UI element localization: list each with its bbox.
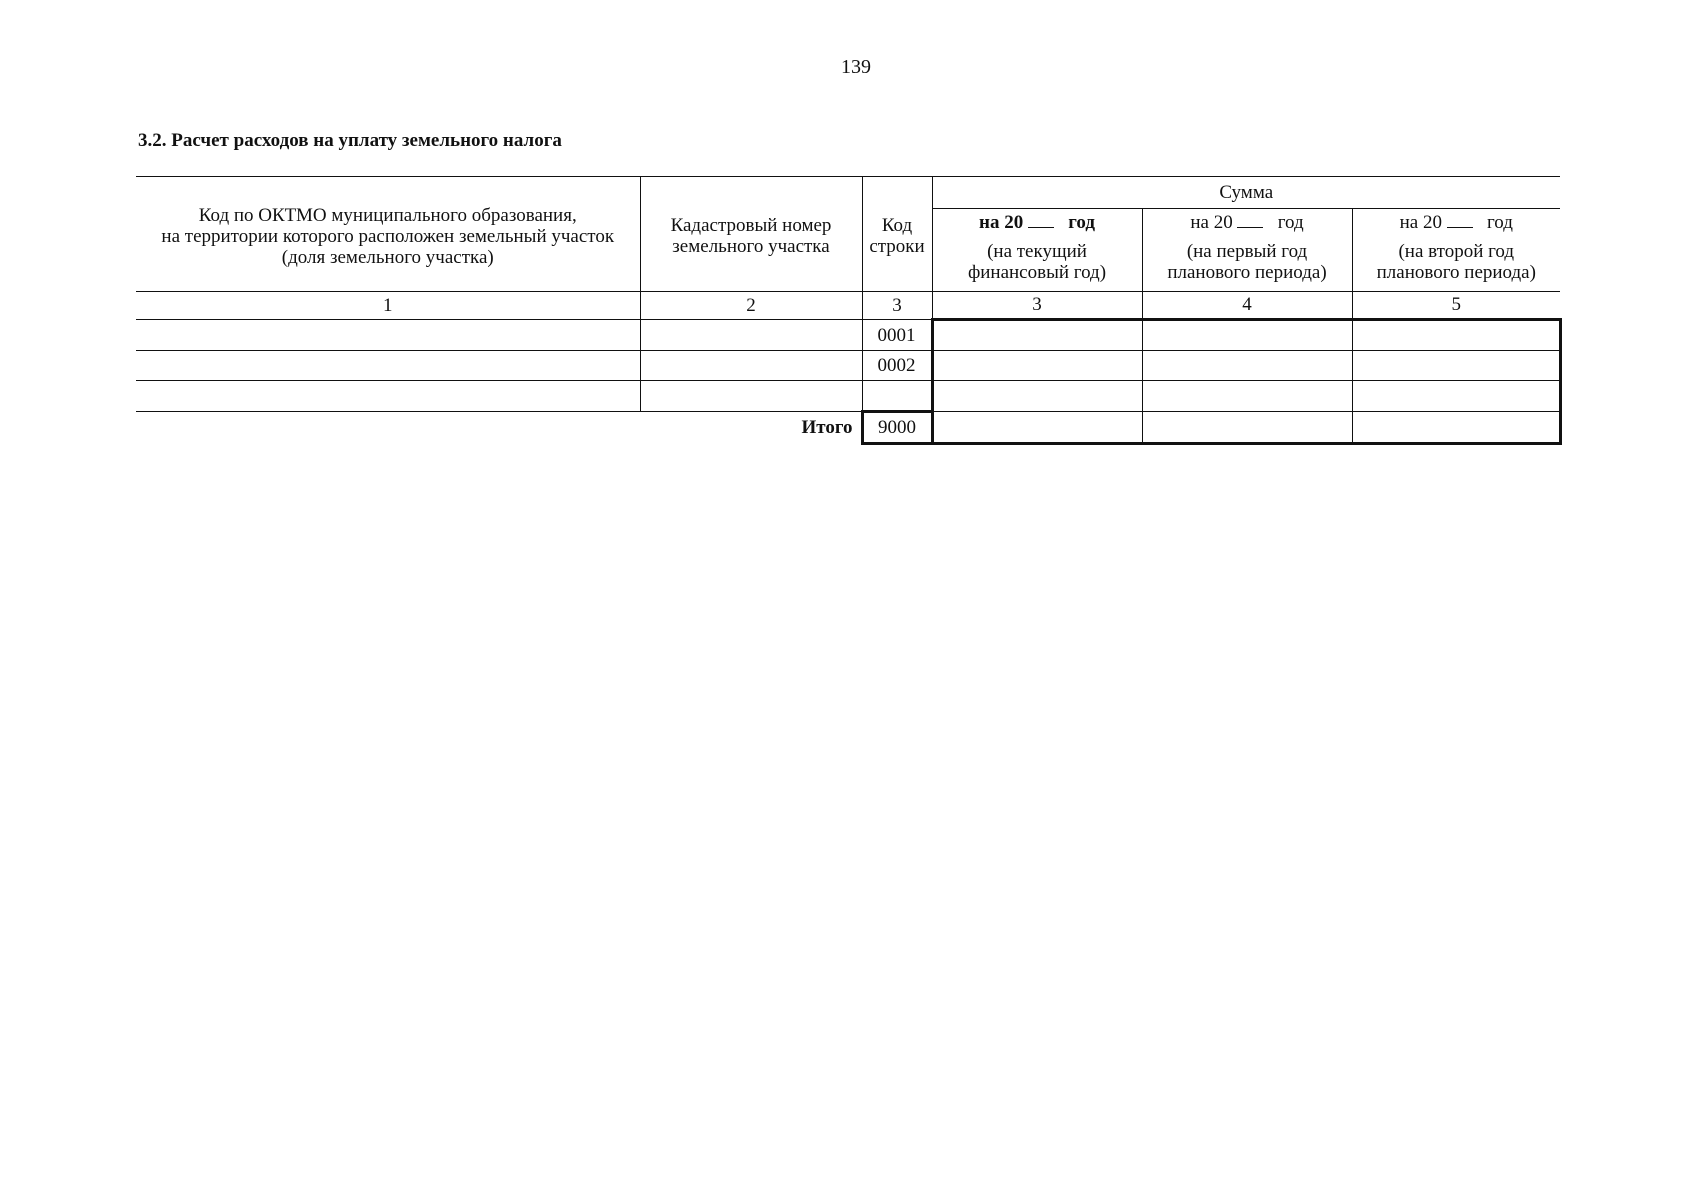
year-first-sub-line-2: планового периода) [1167,261,1327,283]
year-current-sub-line-2: финансовый год) [967,261,1107,283]
sum-current-cell[interactable] [932,320,1142,351]
sum-second-plan-cell[interactable] [1352,351,1560,381]
table-row [136,381,1560,412]
header-oktmo-line-1: Код по ОКТМО муниципального образования, [198,204,577,226]
total-sum-first-plan-cell[interactable] [1142,412,1352,444]
sum-second-plan-cell[interactable] [1352,381,1560,412]
year-first-sub-line-1: (на первый год [1186,240,1308,262]
year-current-sub-line-1: (на текущий [987,240,1087,262]
header-cadastral-number [640,177,862,292]
oktmo-cell[interactable] [136,351,640,381]
year-current-sub [936,241,1139,283]
header-cadastral-line-2: земельного участка [672,236,830,257]
header-row-code [862,177,932,292]
row-code-cell: 0001 [862,320,932,351]
year-second-line [1356,211,1558,233]
year-first-blank[interactable] [1237,211,1263,228]
cadastral-cell[interactable] [640,351,862,381]
header-row-code-line-2: строки [869,236,925,257]
year-second-blank[interactable] [1447,211,1473,228]
table-row [136,351,1560,381]
column-number-4: 3 [932,292,1142,320]
row-code-cell: 0002 [862,351,932,381]
year-second-sub [1356,241,1558,283]
sum-current-cell[interactable] [932,381,1142,412]
header-row-1 [136,177,1560,209]
total-label: Итого [801,417,853,439]
year-first-prefix: на 20 [1190,211,1233,233]
year-first-sub [1146,241,1349,283]
year-first-line [1146,211,1349,233]
sum-first-plan-cell[interactable] [1142,320,1352,351]
total-code-cell: 9000 [862,412,932,444]
header-year-second-plan [1352,208,1560,291]
header-summa: Сумма [932,177,1560,209]
header-row-code-line-1: Код [881,215,913,236]
header-oktmo-code [136,177,640,292]
header-oktmo-line-3: (доля земельного участка) [281,246,494,268]
header-year-current [932,208,1142,291]
oktmo-cell[interactable] [136,320,640,351]
column-number-3: 3 [862,292,932,320]
sum-second-plan-cell[interactable] [1352,320,1560,351]
land-tax-calculation-table [136,176,1562,445]
header-cadastral-line-1: Кадастровый номер [670,215,832,236]
column-number-1: 1 [136,292,640,320]
column-number-6: 5 [1352,292,1560,320]
total-sum-second-plan-cell[interactable] [1352,412,1560,444]
year-current-prefix: на 20 [979,211,1024,233]
year-second-suffix: год [1486,211,1513,233]
year-first-suffix: год [1277,211,1304,233]
sum-current-cell[interactable] [932,351,1142,381]
year-second-sub-line-1: (на второй год [1398,240,1515,262]
header-year-first-plan [1142,208,1352,291]
row-code-cell [862,381,932,412]
sum-first-plan-cell[interactable] [1142,381,1352,412]
table-row [136,320,1560,351]
sum-first-plan-cell[interactable] [1142,351,1352,381]
year-current-line [936,211,1139,233]
column-number-2: 2 [640,292,862,320]
column-number-5: 4 [1142,292,1352,320]
year-second-sub-line-2: планового периода) [1376,261,1536,283]
year-current-suffix: год [1068,211,1095,233]
page-number: 139 [841,56,871,78]
section-title: 3.2. Расчет расходов на уплату земельного налога [138,130,562,151]
total-row [136,412,1560,444]
year-current-blank[interactable] [1028,211,1054,228]
year-second-prefix: на 20 [1399,211,1442,233]
total-sum-current-cell[interactable] [932,412,1142,444]
cadastral-cell[interactable] [640,320,862,351]
header-oktmo-line-2: на территории которого расположен земельный участок [161,225,615,247]
cadastral-cell[interactable] [640,381,862,412]
oktmo-cell[interactable] [136,381,640,412]
column-numbers-row [136,292,1560,320]
